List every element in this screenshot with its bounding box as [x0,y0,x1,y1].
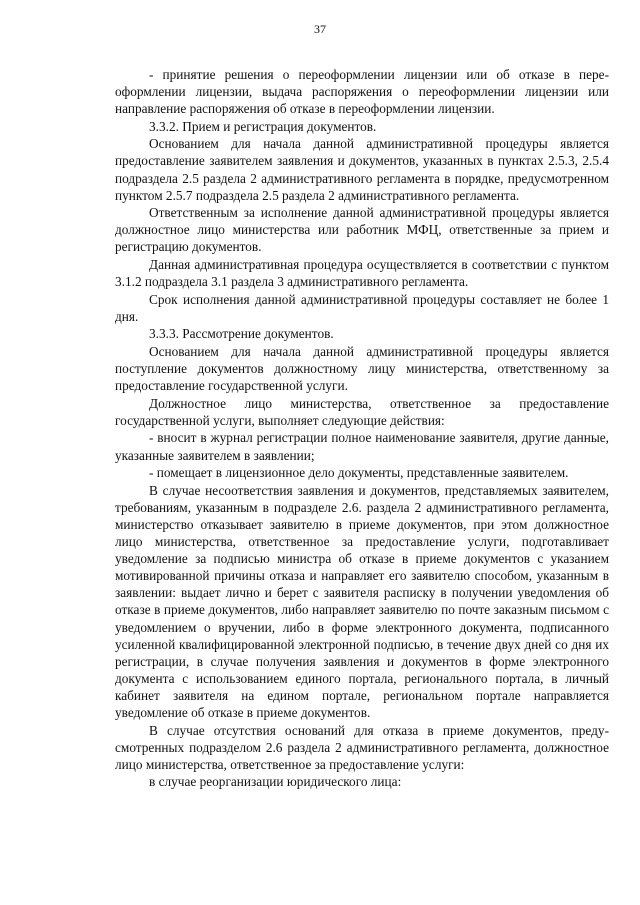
page-number: 37 [314,22,326,36]
list-item-license-file: - помещает в лицензионное дело документы, представленные заявителем. [149,465,569,481]
paragraph-license-decision: - принятие решения о переоформлении лицензии или об отказе в переоформлении лицензии, выдача распоряжения о переоформлении лицензии или направление распоряжения об отказе в переоформлении лицензии. [115,67,609,117]
list-item-register-entry: - вносит в журнал регистрации полное наименование заявителя, другие данные, указанные заявителем в заявлении; [115,430,609,463]
paragraph-refusal-case: В случае несоответствия заявления и документов, представляемых заявителем, требованиям, указанным в подразделе 2.6. раздела 2 административного регламента, министерство отказывает заявителю в приеме документов, при этом должностное лицо министерства, ответственное за предоставление услуги, подготавливает уведомление за подписью министра об отказе в приеме документов с указанием мотивированной причины отказа и направляет его заявителю способом, указанным в заявлении: выдает лично и берет с заявителя расписку в получении уведомления об отказе в приеме документов, либо направляет заявителю по почте заказным письмом с уведомлением о вручении, либо в форме электронного документа, подписанного усиленной квалифицированной электронной подписью, в течение двух дней со дня их регистрации, в случае получения заявления и документов в форме электронного документа с использованием единого портала, регионального портала, в личный кабинет заявителя на едином портале, региональном портале направляется уведомление об отказе в приеме документов. [115,482,609,720]
section-heading-3-3-3: 3.3.3. Рассмотрение документов. [149,326,334,342]
paragraph-execution-term: Срок исполнения данной административной процедуры составляет не более 1 дня. [115,291,609,324]
paragraph-review-basis: Основанием для начала данной административной процедуры является поступление документов должностному лицу министерства, ответственному за предоставление государственной услуги. [115,344,609,394]
paragraph-basis-start: Основанием для начала данной административной процедуры является предоставление заявителем заявления и документов, указанных в пунктах 2.5.3, 2.5.4 подраздела 2.5 раздела 2 административного регламента в порядке, предусмотренном пунктом 2.5.7 подраздела 2.5 раздела 2 административного регламента. [115,136,609,203]
paragraph-no-refusal-grounds: В случае отсутствия оснований для отказа в приеме документов, предусмотренных подразделом 2.6 раздела 2 административного регламента, должностное лицо министерства, ответственное за предоставление услуги: [115,722,609,772]
paragraph-responsible-person: Ответственным за исполнение данной административной процедуры является должностное лицо министерства или работник МФЦ, ответственные за прием и регистрацию документов. [115,205,609,255]
paragraph-reorganization-case: в случае реорганизации юридического лица: [149,774,402,790]
document-body [115,66,609,791]
section-heading-3-3-2: 3.3.2. Прием и регистрация документов. [149,118,377,134]
paragraph-official-actions: Должностное лицо министерства, ответственное за предоставление государственной услуги, выполняет следующие действия: [115,395,609,428]
paragraph-procedure-compliance: Данная административная процедура осуществляется в соответствии с пунктом 3.1.2 подраздела 3.1 раздела 3 административного регламента. [115,257,609,290]
